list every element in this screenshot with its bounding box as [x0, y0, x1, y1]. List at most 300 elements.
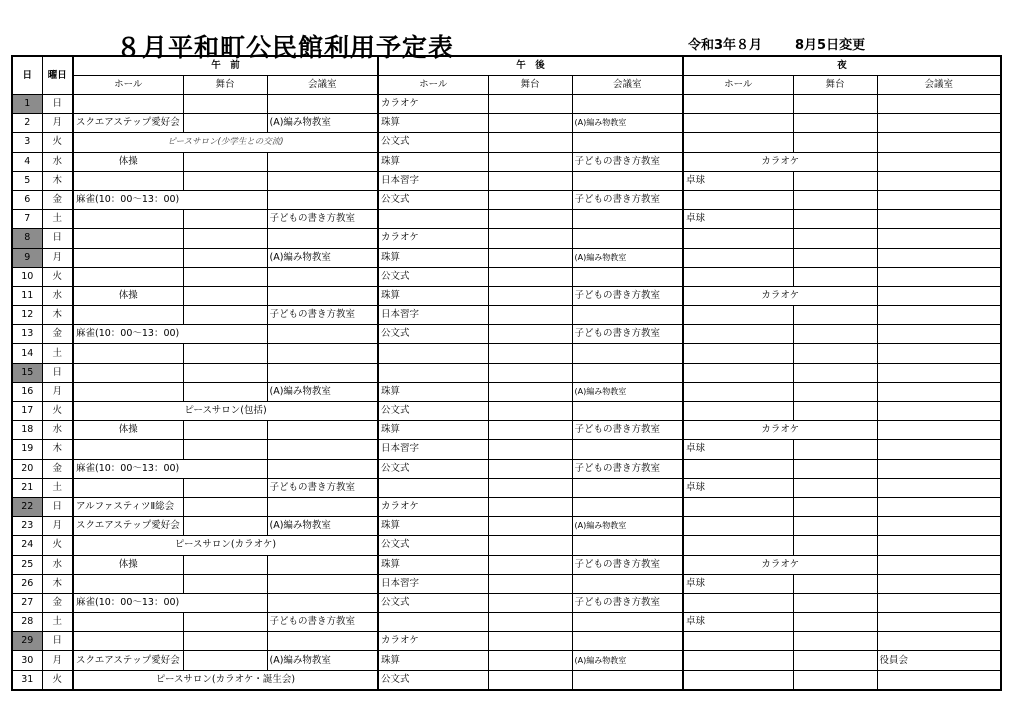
night-meeting-cell — [877, 229, 1001, 248]
table-row — [12, 95, 1001, 114]
morning-meeting-cell — [267, 171, 378, 190]
night-stage-cell — [793, 210, 877, 229]
day-cell: 7 — [12, 210, 42, 229]
table-row — [12, 593, 1001, 612]
day-cell: 5 — [12, 171, 42, 190]
weekday-cell: 水 — [42, 286, 73, 305]
afternoon-meeting-cell: 子どもの書き方教室 — [572, 421, 683, 440]
afternoon-stage-cell — [488, 593, 572, 612]
night-hall-cell: 卓球 — [683, 478, 793, 497]
afternoon-hall-cell: 公文式 — [378, 670, 488, 690]
night-meeting-cell — [877, 171, 1001, 190]
afternoon-meeting-cell — [572, 267, 683, 286]
table-row — [12, 267, 1001, 286]
morning-stage-cell — [183, 229, 267, 248]
night-hall-cell: 卓球 — [683, 210, 793, 229]
afternoon-stage-cell — [488, 440, 572, 459]
header-row-rooms — [12, 76, 1001, 95]
night-meeting-cell — [877, 306, 1001, 325]
night-stage-cell — [793, 613, 877, 632]
afternoon-meeting-cell: (A)編み物教室 — [572, 517, 683, 536]
day-cell: 17 — [12, 402, 42, 421]
weekday-cell: 金 — [42, 190, 73, 209]
weekday-cell: 月 — [42, 248, 73, 267]
table-row — [12, 459, 1001, 478]
night-stage-cell — [793, 574, 877, 593]
afternoon-stage-cell — [488, 402, 572, 421]
day-cell: 12 — [12, 306, 42, 325]
afternoon-stage-cell — [488, 555, 572, 574]
night-span-cell: カラオケ — [683, 286, 877, 305]
morning-hall-cell — [73, 613, 183, 632]
afternoon-stage-cell — [488, 306, 572, 325]
day-cell: 19 — [12, 440, 42, 459]
night-hall-cell — [683, 363, 793, 382]
weekday-cell: 日 — [42, 229, 73, 248]
day-cell: 2 — [12, 114, 42, 133]
weekday-cell: 土 — [42, 344, 73, 363]
morning-stage-cell — [183, 363, 267, 382]
morning-stage-cell — [183, 344, 267, 363]
night-meeting-cell: 役員会 — [877, 651, 1001, 670]
afternoon-hall-cell: 珠算 — [378, 114, 488, 133]
night-meeting-cell — [877, 574, 1001, 593]
night-meeting-cell — [877, 402, 1001, 421]
night-hall-cell — [683, 229, 793, 248]
morning-hall-cell: 体操 — [73, 421, 183, 440]
morning-meeting-cell: (A)編み物教室 — [267, 248, 378, 267]
night-meeting-cell — [877, 517, 1001, 536]
table-row — [12, 440, 1001, 459]
afternoon-stage-cell — [488, 267, 572, 286]
morning-stage-cell — [183, 95, 267, 114]
night-hall-cell — [683, 306, 793, 325]
morning-hall-cell — [73, 344, 183, 363]
weekday-cell: 月 — [42, 517, 73, 536]
night-meeting-cell — [877, 344, 1001, 363]
header-morning-meeting: 会議室 — [267, 76, 378, 95]
weekday-cell: 火 — [42, 267, 73, 286]
day-cell: 10 — [12, 267, 42, 286]
night-hall-cell — [683, 248, 793, 267]
morning-stage-cell — [183, 114, 267, 133]
morning-meeting-cell — [267, 267, 378, 286]
night-span-cell: カラオケ — [683, 555, 877, 574]
afternoon-meeting-cell — [572, 306, 683, 325]
morning-meeting-cell — [267, 593, 378, 612]
afternoon-meeting-cell — [572, 574, 683, 593]
afternoon-meeting-cell — [572, 229, 683, 248]
morning-stage-cell — [183, 306, 267, 325]
table-row — [12, 536, 1001, 555]
month-label: 令和3年８月 — [688, 38, 763, 53]
afternoon-hall-cell: 公文式 — [378, 133, 488, 152]
night-hall-cell — [683, 325, 793, 344]
day-cell: 9 — [12, 248, 42, 267]
morning-meeting-cell — [267, 574, 378, 593]
afternoon-meeting-cell: (A)編み物教室 — [572, 651, 683, 670]
afternoon-stage-cell — [488, 95, 572, 114]
header-afternoon-stage: 舞台 — [488, 76, 572, 95]
morning-hall-cell — [73, 478, 183, 497]
morning-stage-cell — [183, 440, 267, 459]
night-hall-cell — [683, 344, 793, 363]
page-title: ８月平和町公民館利用予定表 — [116, 33, 455, 62]
table-row — [12, 613, 1001, 632]
afternoon-hall-cell: 公文式 — [378, 267, 488, 286]
weekday-cell: 金 — [42, 459, 73, 478]
weekday-cell: 月 — [42, 382, 73, 401]
morning-meeting-cell — [267, 229, 378, 248]
table-row — [12, 114, 1001, 133]
night-span-cell: カラオケ — [683, 421, 877, 440]
morning-stage-cell — [183, 555, 267, 574]
day-cell: 22 — [12, 497, 42, 516]
night-hall-cell — [683, 651, 793, 670]
table-row — [12, 210, 1001, 229]
afternoon-stage-cell — [488, 171, 572, 190]
header-row-periods — [12, 56, 1001, 76]
night-stage-cell — [793, 536, 877, 555]
afternoon-hall-cell: 公文式 — [378, 402, 488, 421]
table-row — [12, 402, 1001, 421]
header-morning: 午 前 — [73, 56, 378, 76]
afternoon-meeting-cell — [572, 133, 683, 152]
afternoon-meeting-cell — [572, 670, 683, 690]
afternoon-stage-cell — [488, 363, 572, 382]
night-stage-cell — [793, 344, 877, 363]
afternoon-stage-cell — [488, 536, 572, 555]
afternoon-meeting-cell: (A)編み物教室 — [572, 114, 683, 133]
weekday-cell: 日 — [42, 363, 73, 382]
afternoon-hall-cell: 公文式 — [378, 536, 488, 555]
table-row — [12, 152, 1001, 171]
table-row — [12, 574, 1001, 593]
afternoon-meeting-cell — [572, 478, 683, 497]
morning-meeting-cell — [267, 632, 378, 651]
night-stage-cell — [793, 114, 877, 133]
day-cell: 25 — [12, 555, 42, 574]
day-cell: 14 — [12, 344, 42, 363]
change-date-label: 8月5日変更 — [795, 38, 866, 53]
afternoon-meeting-cell: 子どもの書き方教室 — [572, 286, 683, 305]
table-row — [12, 670, 1001, 690]
night-hall-cell — [683, 402, 793, 421]
morning-meeting-cell — [267, 190, 378, 209]
night-hall-cell — [683, 517, 793, 536]
morning-meeting-cell — [267, 325, 378, 344]
night-stage-cell — [793, 478, 877, 497]
morning-stage-cell — [183, 613, 267, 632]
morning-stage-cell — [183, 478, 267, 497]
night-meeting-cell — [877, 497, 1001, 516]
afternoon-stage-cell — [488, 574, 572, 593]
table-row — [12, 171, 1001, 190]
night-meeting-cell — [877, 613, 1001, 632]
morning-meeting-cell: 子どもの書き方教室 — [267, 613, 378, 632]
night-stage-cell — [793, 190, 877, 209]
weekday-cell: 火 — [42, 133, 73, 152]
morning-meeting-cell — [267, 440, 378, 459]
afternoon-hall-cell: 珠算 — [378, 651, 488, 670]
morning-hall-cell: 体操 — [73, 555, 183, 574]
afternoon-hall-cell: 日本習字 — [378, 306, 488, 325]
night-hall-cell — [683, 114, 793, 133]
afternoon-hall-cell: カラオケ — [378, 229, 488, 248]
day-cell: 11 — [12, 286, 42, 305]
afternoon-hall-cell: 公文式 — [378, 190, 488, 209]
night-hall-cell: 卓球 — [683, 440, 793, 459]
night-meeting-cell — [877, 670, 1001, 690]
afternoon-hall-cell — [378, 210, 488, 229]
afternoon-meeting-cell: 子どもの書き方教室 — [572, 593, 683, 612]
afternoon-hall-cell: 公文式 — [378, 325, 488, 344]
night-meeting-cell — [877, 593, 1001, 612]
morning-hall-cell — [73, 210, 183, 229]
afternoon-meeting-cell: 子どもの書き方教室 — [572, 152, 683, 171]
morning-stage-cell — [183, 267, 267, 286]
night-meeting-cell — [877, 286, 1001, 305]
morning-stage-cell — [183, 421, 267, 440]
morning-stage-cell — [183, 171, 267, 190]
afternoon-meeting-cell: (A)編み物教室 — [572, 248, 683, 267]
afternoon-hall-cell: 公文式 — [378, 593, 488, 612]
day-cell: 23 — [12, 517, 42, 536]
night-meeting-cell — [877, 421, 1001, 440]
table-row — [12, 421, 1001, 440]
header-weekday: 曜日 — [42, 56, 73, 95]
morning-meeting-cell: (A)編み物教室 — [267, 517, 378, 536]
night-meeting-cell — [877, 152, 1001, 171]
afternoon-hall-cell: 日本習字 — [378, 574, 488, 593]
weekday-cell: 土 — [42, 613, 73, 632]
table-row — [12, 632, 1001, 651]
morning-stage-cell — [183, 152, 267, 171]
table-row — [12, 363, 1001, 382]
morning-stage-cell — [183, 574, 267, 593]
night-stage-cell — [793, 440, 877, 459]
night-meeting-cell — [877, 190, 1001, 209]
table-row — [12, 248, 1001, 267]
table-row — [12, 286, 1001, 305]
afternoon-hall-cell — [378, 344, 488, 363]
afternoon-stage-cell — [488, 459, 572, 478]
night-meeting-cell — [877, 133, 1001, 152]
night-stage-cell — [793, 651, 877, 670]
afternoon-hall-cell: 日本習字 — [378, 171, 488, 190]
night-meeting-cell — [877, 555, 1001, 574]
day-cell: 27 — [12, 593, 42, 612]
night-stage-cell — [793, 382, 877, 401]
morning-meeting-cell: (A)編み物教室 — [267, 651, 378, 670]
night-stage-cell — [793, 133, 877, 152]
night-hall-cell — [683, 497, 793, 516]
morning-hall-cell: スクエアステップ愛好会 — [73, 651, 183, 670]
weekday-cell: 火 — [42, 670, 73, 690]
morning-hall-cell — [73, 171, 183, 190]
night-stage-cell — [793, 171, 877, 190]
night-stage-cell — [793, 459, 877, 478]
afternoon-hall-cell: 公文式 — [378, 459, 488, 478]
day-cell: 4 — [12, 152, 42, 171]
afternoon-stage-cell — [488, 152, 572, 171]
morning-meeting-cell: 子どもの書き方教室 — [267, 478, 378, 497]
afternoon-stage-cell — [488, 632, 572, 651]
night-hall-cell — [683, 536, 793, 555]
afternoon-meeting-cell — [572, 613, 683, 632]
afternoon-hall-cell: カラオケ — [378, 632, 488, 651]
weekday-cell: 月 — [42, 114, 73, 133]
night-stage-cell — [793, 95, 877, 114]
afternoon-meeting-cell: 子どもの書き方教室 — [572, 190, 683, 209]
schedule-table — [11, 55, 1002, 691]
afternoon-stage-cell — [488, 114, 572, 133]
afternoon-meeting-cell — [572, 210, 683, 229]
afternoon-stage-cell — [488, 133, 572, 152]
weekday-cell: 日 — [42, 497, 73, 516]
morning-meeting-cell: 子どもの書き方教室 — [267, 306, 378, 325]
night-stage-cell — [793, 248, 877, 267]
morning-meeting-cell — [267, 344, 378, 363]
morning-span-cell: ピースサロン(カラオケ・誕生会) — [73, 670, 378, 690]
morning-meeting-cell — [267, 497, 378, 516]
afternoon-stage-cell — [488, 651, 572, 670]
afternoon-hall-cell: 珠算 — [378, 421, 488, 440]
header-afternoon: 午 後 — [378, 56, 683, 76]
night-hall-cell — [683, 670, 793, 690]
day-cell: 31 — [12, 670, 42, 690]
table-row — [12, 190, 1001, 209]
afternoon-meeting-cell — [572, 171, 683, 190]
morning-span-cell: ピースサロン(包括) — [73, 402, 378, 421]
night-hall-cell: 卓球 — [683, 171, 793, 190]
afternoon-stage-cell — [488, 382, 572, 401]
morning-hall-cell — [73, 229, 183, 248]
morning-hall-cell: 体操 — [73, 152, 183, 171]
morning-meeting-cell — [267, 555, 378, 574]
day-cell: 29 — [12, 632, 42, 651]
table-row — [12, 651, 1001, 670]
night-meeting-cell — [877, 210, 1001, 229]
night-meeting-cell — [877, 363, 1001, 382]
day-cell: 3 — [12, 133, 42, 152]
day-cell: 6 — [12, 190, 42, 209]
night-hall-cell: 卓球 — [683, 574, 793, 593]
night-stage-cell — [793, 402, 877, 421]
morning-hall-cell: 体操 — [73, 286, 183, 305]
morning-meeting-cell — [267, 152, 378, 171]
weekday-cell: 月 — [42, 651, 73, 670]
header-night-stage: 舞台 — [793, 76, 877, 95]
morning-hall-cell: スクエアステップ愛好会 — [73, 517, 183, 536]
night-hall-cell — [683, 382, 793, 401]
morning-hall-cell — [73, 440, 183, 459]
afternoon-stage-cell — [488, 478, 572, 497]
night-hall-cell — [683, 267, 793, 286]
morning-stage-cell — [183, 632, 267, 651]
night-hall-cell — [683, 593, 793, 612]
morning-span-cell: 麻雀(10：00～13：00) — [73, 593, 267, 612]
morning-span-cell: ピースサロン(カラオケ) — [73, 536, 378, 555]
header-day: 日 — [12, 56, 42, 95]
day-cell: 21 — [12, 478, 42, 497]
day-cell: 26 — [12, 574, 42, 593]
day-cell: 18 — [12, 421, 42, 440]
morning-stage-cell — [183, 210, 267, 229]
morning-hall-cell — [73, 267, 183, 286]
afternoon-hall-cell: 珠算 — [378, 555, 488, 574]
day-cell: 16 — [12, 382, 42, 401]
table-row — [12, 497, 1001, 516]
table-row — [12, 133, 1001, 152]
night-meeting-cell — [877, 95, 1001, 114]
afternoon-meeting-cell — [572, 536, 683, 555]
night-stage-cell — [793, 497, 877, 516]
morning-span-cell: ピースサロン(少学生との交流) — [73, 133, 378, 152]
day-cell: 24 — [12, 536, 42, 555]
table-row — [12, 382, 1001, 401]
afternoon-meeting-cell: 子どもの書き方教室 — [572, 325, 683, 344]
night-meeting-cell — [877, 632, 1001, 651]
night-stage-cell — [793, 593, 877, 612]
weekday-cell: 水 — [42, 152, 73, 171]
day-cell: 28 — [12, 613, 42, 632]
morning-hall-cell: スクエアステップ愛好会 — [73, 114, 183, 133]
afternoon-stage-cell — [488, 248, 572, 267]
afternoon-hall-cell: 珠算 — [378, 286, 488, 305]
morning-meeting-cell: 子どもの書き方教室 — [267, 210, 378, 229]
afternoon-hall-cell — [378, 363, 488, 382]
afternoon-hall-cell: 珠算 — [378, 517, 488, 536]
morning-meeting-cell: (A)編み物教室 — [267, 382, 378, 401]
header-night-hall: ホール — [683, 76, 793, 95]
table-row — [12, 478, 1001, 497]
weekday-cell: 水 — [42, 421, 73, 440]
table-row — [12, 229, 1001, 248]
header-afternoon-hall: ホール — [378, 76, 488, 95]
afternoon-hall-cell: カラオケ — [378, 497, 488, 516]
morning-stage-cell — [183, 286, 267, 305]
morning-meeting-cell — [267, 286, 378, 305]
afternoon-hall-cell: カラオケ — [378, 95, 488, 114]
header-morning-stage: 舞台 — [183, 76, 267, 95]
afternoon-stage-cell — [488, 229, 572, 248]
afternoon-stage-cell — [488, 210, 572, 229]
afternoon-hall-cell — [378, 613, 488, 632]
afternoon-hall-cell: 珠算 — [378, 248, 488, 267]
night-hall-cell — [683, 459, 793, 478]
night-meeting-cell — [877, 459, 1001, 478]
night-hall-cell — [683, 632, 793, 651]
weekday-cell: 日 — [42, 95, 73, 114]
afternoon-stage-cell — [488, 613, 572, 632]
weekday-cell: 火 — [42, 402, 73, 421]
night-meeting-cell — [877, 382, 1001, 401]
morning-span-cell: 麻雀(10：00～13：00) — [73, 325, 267, 344]
morning-stage-cell — [183, 517, 267, 536]
afternoon-hall-cell: 珠算 — [378, 152, 488, 171]
night-stage-cell — [793, 670, 877, 690]
afternoon-stage-cell — [488, 497, 572, 516]
morning-hall-cell: アルファスティツⅡ総会 — [73, 497, 183, 516]
day-cell: 13 — [12, 325, 42, 344]
weekday-cell: 金 — [42, 325, 73, 344]
night-hall-cell — [683, 133, 793, 152]
day-cell: 1 — [12, 95, 42, 114]
morning-span-cell: 麻雀(10：00～13：00) — [73, 190, 267, 209]
night-stage-cell — [793, 517, 877, 536]
night-stage-cell — [793, 229, 877, 248]
